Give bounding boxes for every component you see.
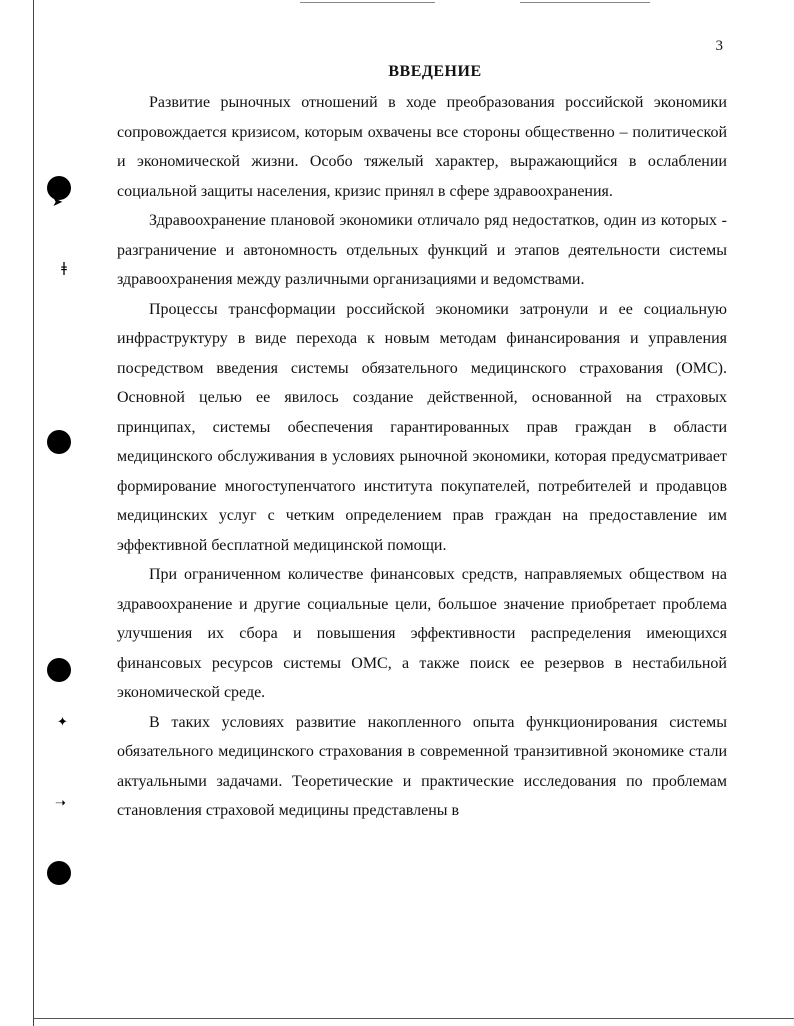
paragraph: В таких условиях развитие накопленного опыта функционирования системы обязательного медицинского страхования в современной транзитивной экономике стали актуальными задачами. Теоретические и практические исследования по проблемам становления страховой медицины представлены в	[117, 713, 727, 819]
paragraph: Процессы трансформации российской экономики затронули и ее социальную инфраструктуру в виде перехода к новым методам финансирования и управления посредством введения системы обязательного медицинского страхования (ОМС). Основной целью ее явилось создание действенной, основанной на страховых принципах, системы обеспечения гарантированных прав граждан в области медицинского обслуживания в условиях рыночной экономики, которая предусматривает формирование многоступенчатого института покупателей, потребителей и продавцов медицинских услуг с четким определением прав граждан на предоставление им эффективной бесплатной медицинской помощи.	[117, 300, 727, 554]
scan-speck: ✦	[57, 715, 68, 730]
scan-top-edge	[520, 2, 650, 3]
scan-speck: ➝	[55, 796, 66, 811]
paragraph: Развитие рыночных отношений в ходе преобразования российской экономики сопровождается кризисом, которым охвачены все стороны общественно – политической и экономической жизни. Особо тяжелый характер, выражающийся в ослаблении социальной защиты населения, кризис принял в сфере здравоохранения.	[117, 94, 727, 200]
punch-hole	[47, 430, 71, 454]
paragraph: При ограниченном количестве финансовых средств, направляемых обществом на здравоохранение и другие социальные цели, большое значение приобретает проблема улучшения их сбора и повышения эффективности распределения имеющихся финансовых ресурсов системы ОМС, а также поиск ее резервов в нестабильной экономической среде.	[117, 566, 727, 701]
page-number: 3	[715, 38, 723, 54]
body-text	[117, 88, 727, 826]
scan-bottom-edge	[33, 1018, 794, 1019]
page-title: ВВЕДЕНИЕ	[388, 63, 482, 80]
scan-speck: ➤	[52, 195, 63, 210]
scan-top-edge	[300, 2, 435, 3]
scan-speck: ǂ	[61, 261, 67, 276]
punch-hole	[47, 861, 71, 885]
scan-left-edge	[33, 0, 34, 1026]
punch-hole	[47, 658, 71, 682]
paragraph: Здравоохранение плановой экономики отличало ряд недостатков, один из которых - разграничение и автономность отдельных функций и этапов деятельности системы здравоохранения между различными организациями и ведомствами.	[117, 212, 727, 288]
